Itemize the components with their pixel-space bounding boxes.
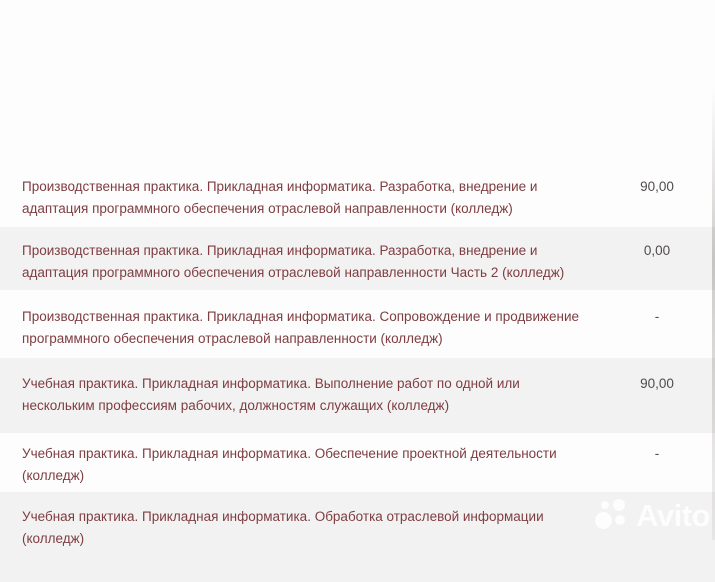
grade-value: - <box>654 309 660 324</box>
grades-table <box>0 165 715 582</box>
course-line: адаптация программного обеспечения отраслевой направленности (колледж) <box>22 201 513 216</box>
grade-value: 90,00 <box>640 376 674 391</box>
grade-value: - <box>654 446 660 461</box>
course-line: программного обеспечения отраслевой направленности (колледж) <box>22 331 443 346</box>
avito-watermark-label: Avito <box>636 498 710 533</box>
course-line: Производственная практика. Прикладная информатика. Разработка, внедрение и <box>22 243 538 258</box>
course-link[interactable] <box>22 506 627 550</box>
table-row <box>0 165 715 227</box>
course-line: Производственная практика. Прикладная информатика. Разработка, внедрение и <box>22 179 538 194</box>
grade-value: 0,00 <box>643 243 671 258</box>
course-line: нескольким профессиям рабочих, должностям служащих (колледж) <box>22 398 450 413</box>
grade-value: 90,00 <box>640 179 674 194</box>
course-line: Учебная практика. Прикладная информатика. Обеспечение проектной деятельности <box>22 446 557 461</box>
course-line: (колледж) <box>22 468 85 483</box>
table-row <box>0 492 715 582</box>
course-link[interactable] <box>22 306 627 350</box>
course-line: Производственная практика. Прикладная информатика. Сопровождение и продвижение <box>22 309 580 324</box>
course-link[interactable] <box>22 373 627 417</box>
table-row <box>0 227 715 290</box>
table-row <box>0 290 715 358</box>
course-link[interactable] <box>22 176 627 220</box>
course-line: адаптация программного обеспечения отраслевой направленности Часть 2 (колледж) <box>22 265 565 280</box>
course-link[interactable] <box>22 443 627 487</box>
table-row <box>0 358 715 433</box>
table-row <box>0 433 715 492</box>
course-link[interactable] <box>22 240 627 284</box>
course-line: Учебная практика. Прикладная информатика. Обработка отраслевой информации <box>22 509 544 524</box>
course-line: Учебная практика. Прикладная информатика. Выполнение работ по одной или <box>22 376 520 391</box>
course-line: (колледж) <box>22 531 85 546</box>
